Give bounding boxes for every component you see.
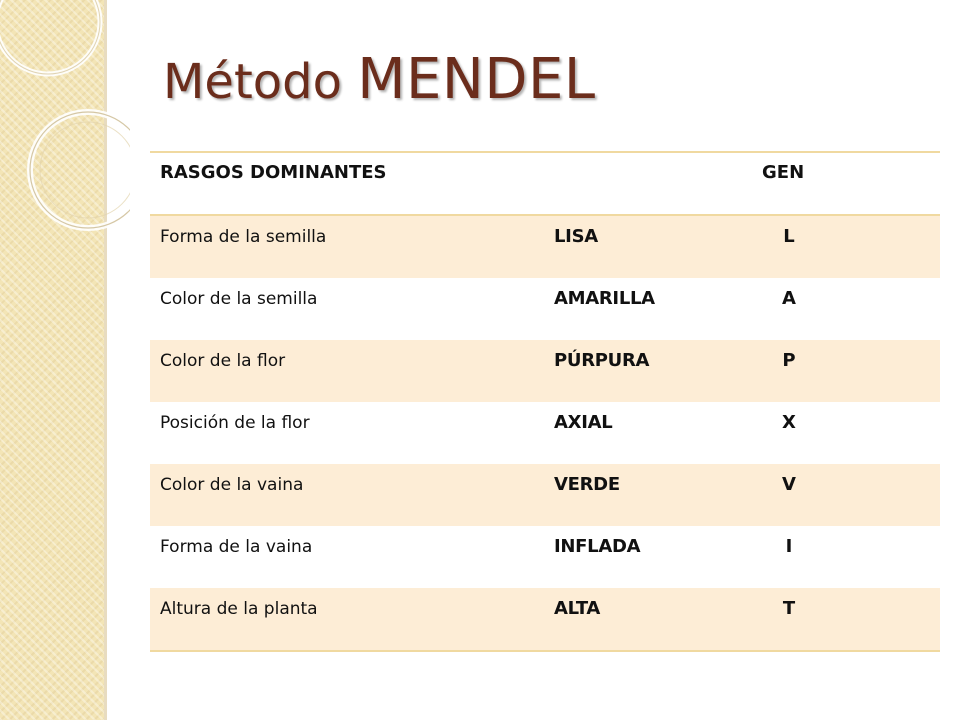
slide-title xyxy=(163,47,596,112)
dominant-cell: INFLADA xyxy=(554,536,641,557)
trait-cell: Forma de la vaina xyxy=(160,537,313,557)
table-row xyxy=(150,526,940,588)
table-row xyxy=(150,588,940,650)
dominant-cell: PÚRPURA xyxy=(554,350,650,371)
table-header-row xyxy=(150,153,940,216)
gene-cell: V xyxy=(782,474,796,495)
trait-cell: Altura de la planta xyxy=(160,599,318,619)
gene-cell: X xyxy=(782,412,796,433)
dominant-cell: AXIAL xyxy=(554,412,613,433)
title-word-metodo: Método xyxy=(163,54,342,110)
trait-cell: Posición de la flor xyxy=(160,413,310,433)
trait-cell: Forma de la semilla xyxy=(160,227,327,247)
gene-cell: I xyxy=(785,536,793,557)
decorative-rings xyxy=(0,0,130,240)
trait-cell: Color de la semilla xyxy=(160,289,318,309)
traits-table xyxy=(150,151,940,652)
gene-cell: A xyxy=(782,288,796,309)
table-row xyxy=(150,278,940,340)
table-row xyxy=(150,402,940,464)
table-row xyxy=(150,464,940,526)
dominant-cell: AMARILLA xyxy=(554,288,655,309)
trait-cell: Color de la vaina xyxy=(160,475,304,495)
gene-cell: T xyxy=(782,598,796,619)
title-word-mendel: MENDEL xyxy=(357,47,596,112)
table-row xyxy=(150,216,940,278)
dominant-cell: ALTA xyxy=(554,598,601,619)
gene-cell: P xyxy=(782,350,796,371)
gene-cell: L xyxy=(783,226,795,247)
dominant-cell: LISA xyxy=(554,226,598,247)
dominant-cell: VERDE xyxy=(554,474,620,495)
trait-cell: Color de la flor xyxy=(160,351,286,371)
table-row xyxy=(150,340,940,402)
header-gen: GEN xyxy=(762,162,805,183)
header-rasgos-dominantes: RASGOS DOMINANTES xyxy=(160,162,387,183)
